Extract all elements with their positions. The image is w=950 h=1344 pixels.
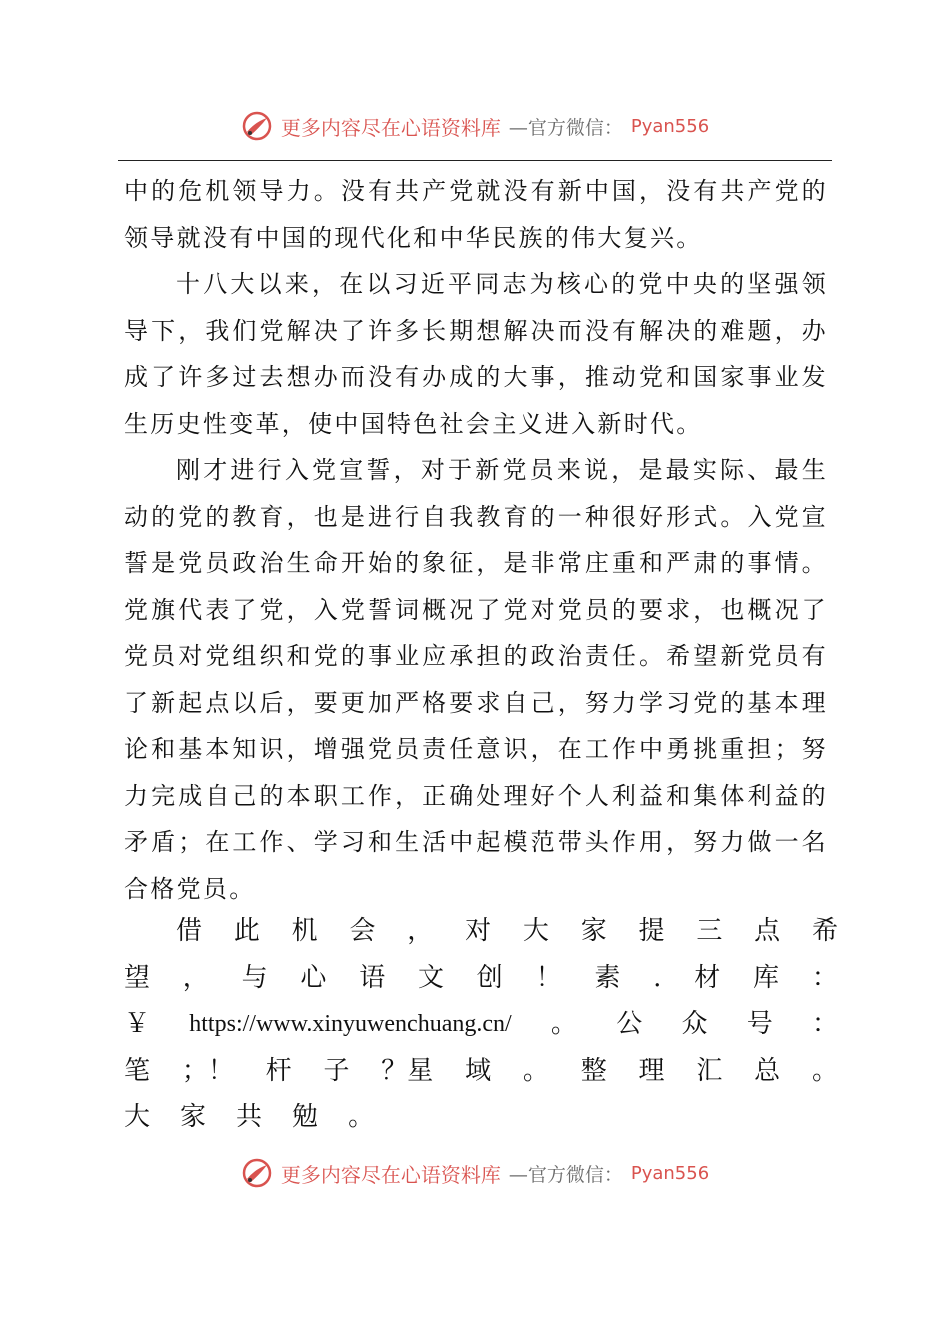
spaced-char: 对 [465,916,492,946]
brush-logo-icon [241,110,273,142]
spaced-char: 共 [236,1102,263,1132]
spaced-char: 素 [594,962,621,993]
spaced-char: ： [811,962,838,993]
spaced-char: 此 [233,916,260,946]
document-body [124,168,828,912]
paragraph-2: 十八大以来，在以习近平同志为核心的党中央的坚强领导下，我们党解决了许多长期想解决而没有解决的难题，办成了许多过去想办而没有办成的大事，推动党和国家事业发生历史性变革，使中国特色社会主义进入新时代。 [124,270,828,438]
spaced-char: 杆 [265,1055,292,1086]
spaced-char: 汇 [696,1055,723,1086]
spaced-char: 域 [465,1055,492,1086]
spaced-char: 语 [359,962,386,993]
header-brand [241,110,709,142]
page-footer [0,1153,950,1193]
spaced-line [124,955,838,1002]
spaced-char: 。 [348,1102,375,1132]
spaced-char: 勉 [292,1102,319,1132]
spaced-char: ！ [535,962,562,993]
spaced-char: 号 [746,1009,773,1039]
spaced-line [124,1094,838,1141]
spaced-char: 整 [580,1055,607,1086]
footer-brand [241,1157,709,1189]
page-header [0,106,950,146]
spaced-char: 希 [811,916,838,946]
header-wechat-id: Pyan556 [630,115,710,137]
spaced-char: 点 [754,916,781,946]
spaced-char: 。 [811,1055,838,1086]
spaced-char: 材 [694,962,721,993]
spaced-char: 家 [180,1102,207,1132]
spaced-char: 库 [753,962,780,993]
spaced-char: 笔 [124,1055,151,1086]
spaced-char: 。 [522,1055,549,1086]
spaced-char: 与 [241,962,268,993]
spaced-char: 文 [417,962,444,993]
spaced-char: 心 [300,962,327,993]
spaced-char: ： [811,1009,838,1039]
spaced-line [124,1048,838,1095]
spaced-char: . [653,962,662,993]
spaced-char: ？星 [381,1055,434,1086]
footer-official-text: —官方微信： [508,1163,623,1186]
paragraph-1: 中的危机领导力。没有共产党就没有新中国，没有共产党的领导就没有中国的现代化和中华民族的伟大复兴。 [124,177,828,252]
spaced-char: 公 [616,1009,643,1039]
header-official-text: —官方微信： [508,116,623,139]
spaced-char: 众 [681,1009,708,1039]
spaced-char: 提 [638,916,665,946]
spaced-char: 。 [550,1009,577,1039]
spaced-char: 机 [291,916,318,946]
spaced-char: 理 [638,1055,665,1086]
spaced-paragraph [124,908,838,1141]
url-text: https://www.xinyuwenchuang.cn/ [189,1011,512,1037]
spaced-char: 总 [754,1055,781,1086]
spaced-char: 子 [323,1055,350,1086]
spaced-line [124,1001,838,1048]
brush-logo-icon [241,1157,273,1189]
spaced-char: 大 [124,1102,151,1132]
spaced-char: ， [407,916,434,946]
spaced-char: ￥ [124,1009,151,1039]
spaced-char: 借 [176,916,203,946]
spaced-char: ， [182,962,209,993]
spaced-char: 家 [580,916,607,946]
spaced-char: 创 [476,962,503,993]
spaced-char: 望 [124,962,151,993]
spaced-char: 三 [696,916,723,946]
footer-brand-text: 更多内容尽在心语资料库 [280,1162,501,1187]
spaced-char: ；！ [181,1055,234,1086]
spaced-char: 大 [522,916,549,946]
header-divider [118,160,832,161]
spaced-line [124,908,838,955]
paragraph-3: 刚才进行入党宣誓，对于新党员来说，是最实际、最生动的党的教育，也是进行自我教育的一种很好形式。入党宣誓是党员政治生命开始的象征，是非常庄重和严肃的事情。党旗代表了党，入党誓词概况了党对党员的要求，也概况了党员对党组织和党的事业应承担的政治责任。希望新党员有了新起点以后，要更加严格要求自己，努力学习党的基本理论和基本知识，增强党员责任意识，在工作中勇挑重担；努力完成自己的本职工作，正确处理好个人利益和集体利益的矛盾；在工作、学习和生活中起模范带头作用，努力做一名合格党员。 [124,456,828,903]
spaced-char: 会 [349,916,376,946]
footer-wechat-id: Pyan556 [630,1162,710,1184]
header-brand-text: 更多内容尽在心语资料库 [280,115,501,140]
